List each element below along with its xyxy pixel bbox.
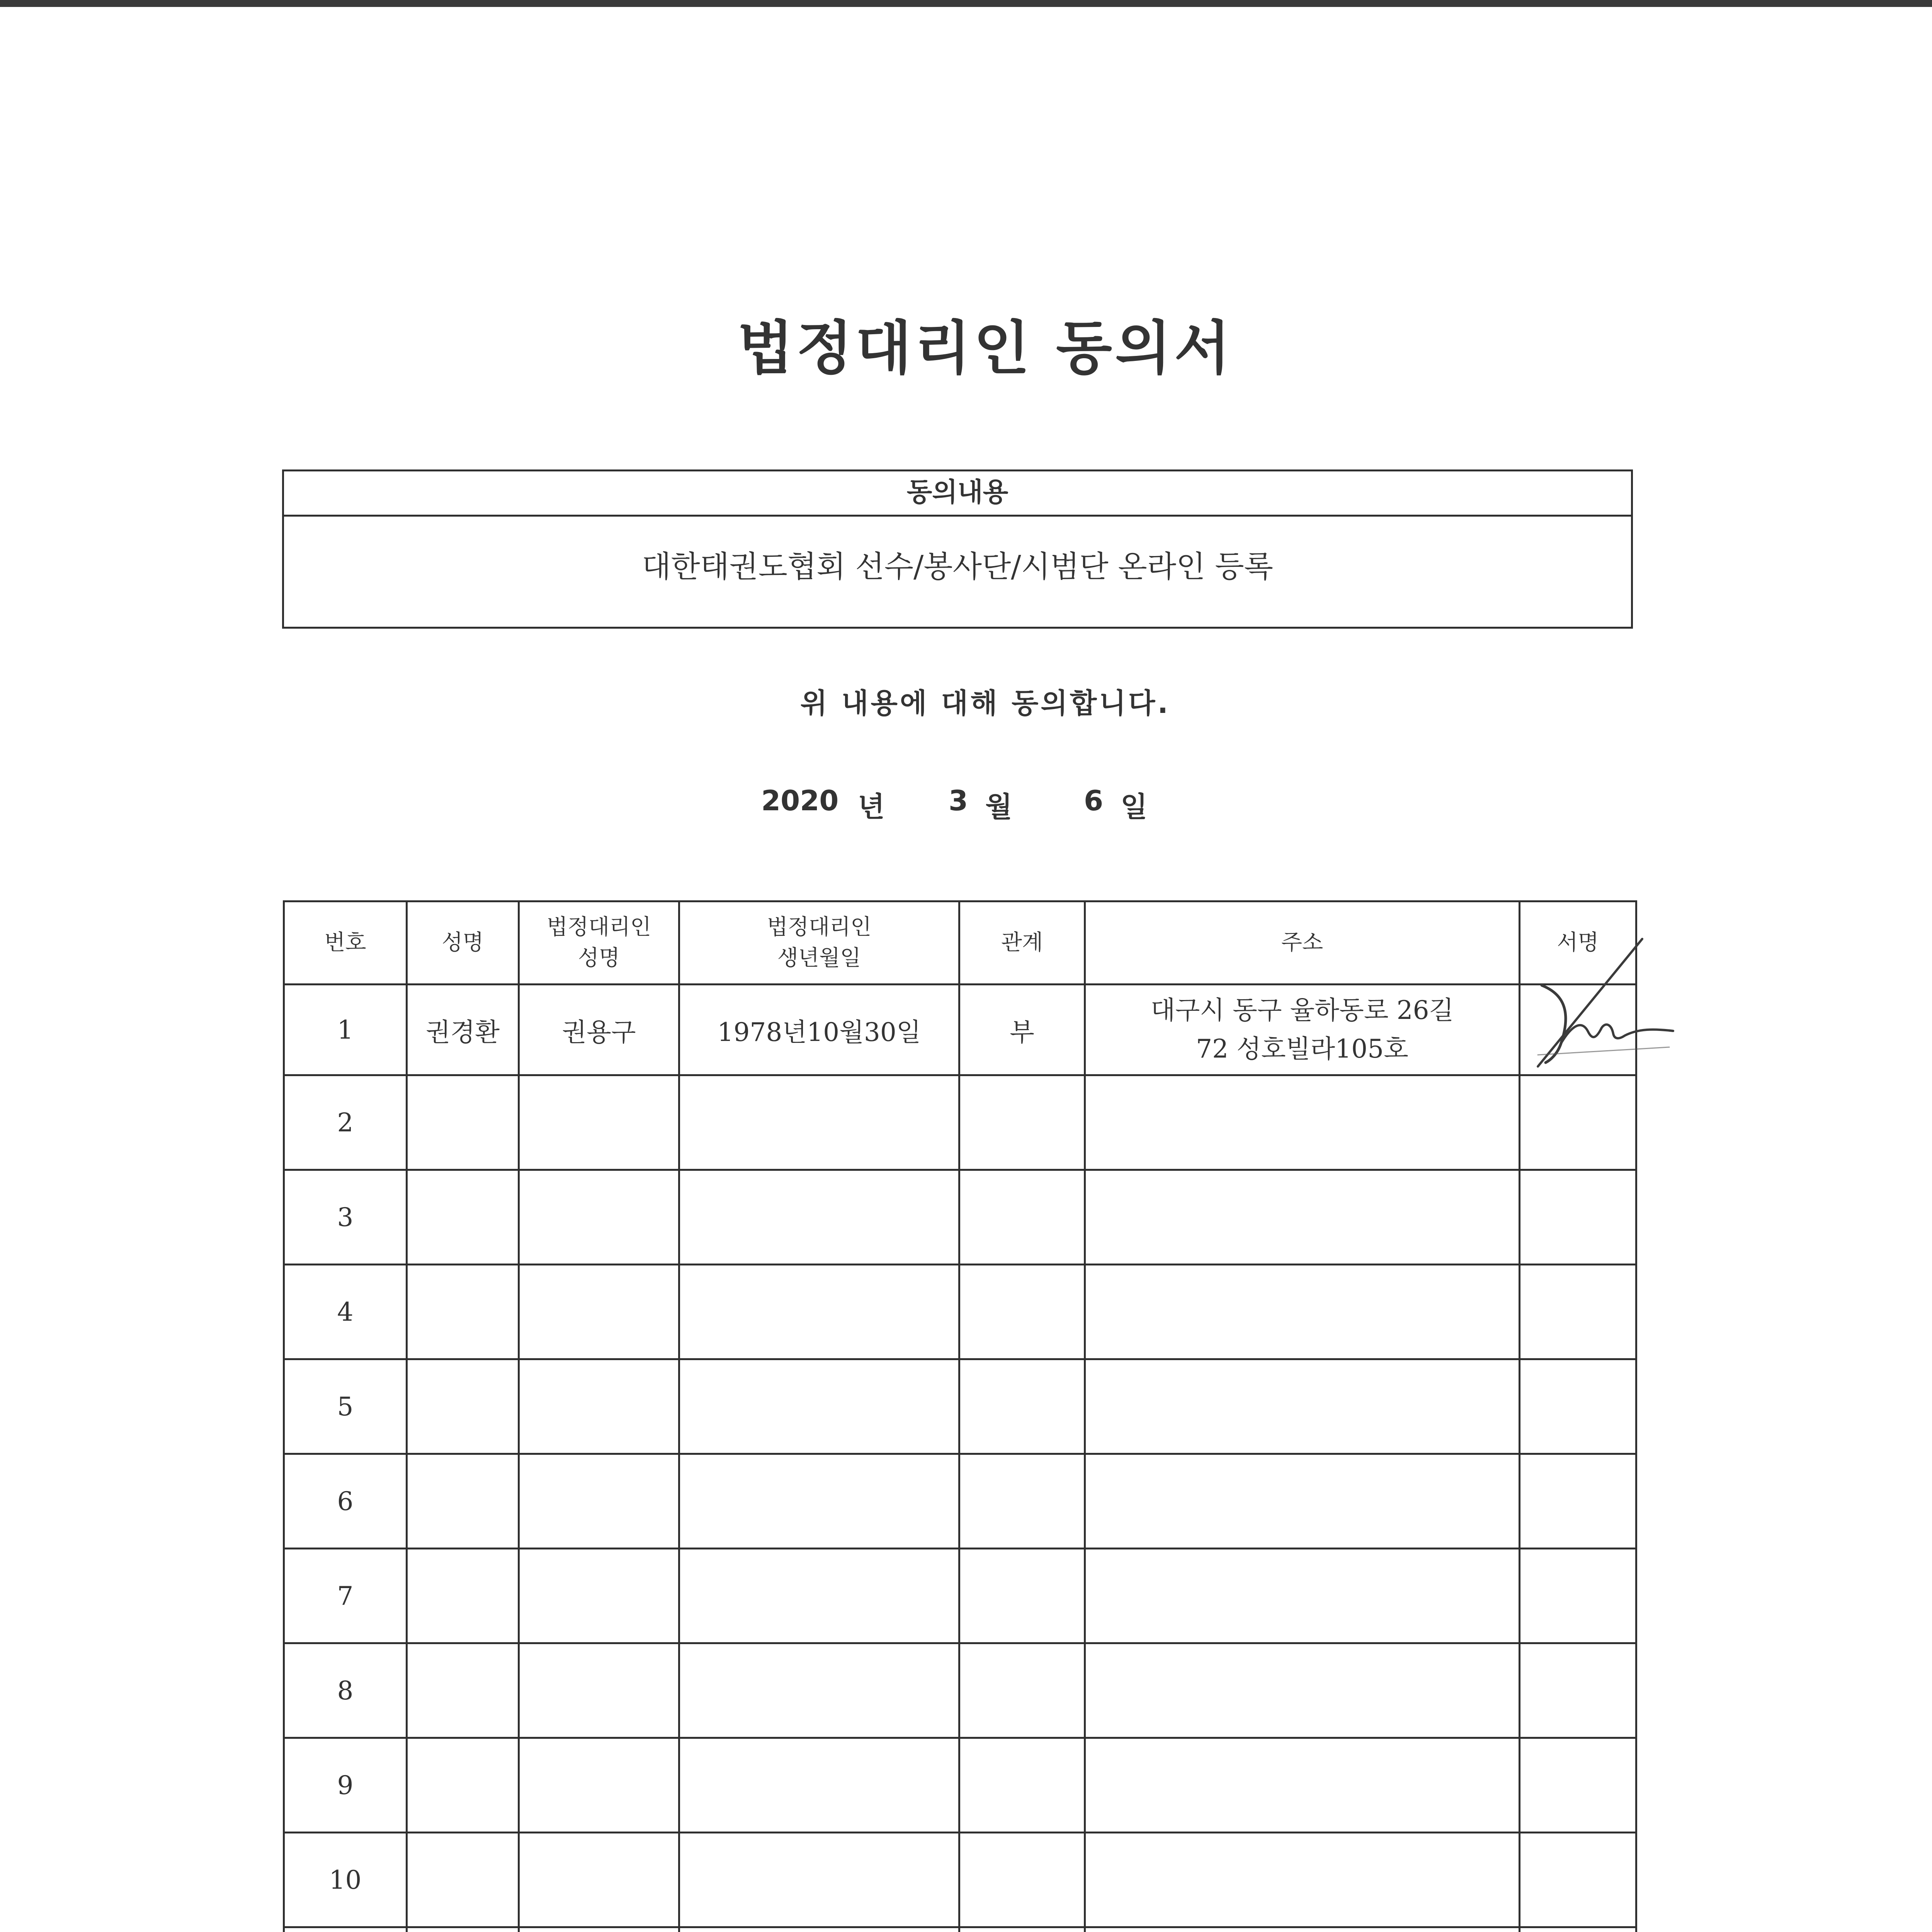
header-relation: 관계 xyxy=(959,901,1085,985)
row-relation xyxy=(959,1643,1085,1738)
row-number: 3 xyxy=(284,1170,407,1265)
row-name: 권경환 xyxy=(407,985,519,1075)
row-guardian-name xyxy=(519,1075,679,1170)
consent-box xyxy=(282,469,1633,629)
table-row xyxy=(284,1738,1636,1833)
row-relation xyxy=(959,1738,1085,1833)
row-address xyxy=(1085,1454,1520,1549)
row-address xyxy=(1085,1738,1520,1833)
row-name xyxy=(407,1454,519,1549)
header-guardian-name xyxy=(519,901,679,985)
row-number: 7 xyxy=(284,1549,407,1643)
row-number: 9 xyxy=(284,1738,407,1833)
row-guardian-name xyxy=(519,1265,679,1359)
row-relation xyxy=(959,1454,1085,1549)
table-row xyxy=(284,1927,1636,1932)
row-guardian-birth xyxy=(679,1075,959,1170)
row-relation: 부 xyxy=(959,985,1085,1075)
row-guardian-name xyxy=(519,1738,679,1833)
date-month-unit: 월 xyxy=(985,791,1012,823)
row-signature xyxy=(1520,1454,1636,1549)
header-guardian-birth-line1: 법정대리인 xyxy=(767,915,872,940)
row-name xyxy=(407,1927,519,1932)
row-address-line1: 대구시 동구 율하동로 26길 xyxy=(1150,995,1454,1025)
row-name xyxy=(407,1265,519,1359)
date-year-unit: 년 xyxy=(858,791,885,823)
table-row xyxy=(284,1643,1636,1738)
row-number: 8 xyxy=(284,1643,407,1738)
row-guardian-name xyxy=(519,1359,679,1454)
row-guardian-name xyxy=(519,1454,679,1549)
header-guardian-birth-line2: 생년월일 xyxy=(777,946,861,971)
row-guardian-birth xyxy=(679,1359,959,1454)
row-name xyxy=(407,1549,519,1643)
row-number xyxy=(284,1927,407,1932)
row-address xyxy=(1085,1833,1520,1927)
row-relation xyxy=(959,1265,1085,1359)
handwritten-signature xyxy=(1515,927,1677,1082)
header-guardian-name-line2: 성명 xyxy=(578,946,620,971)
row-guardian-birth xyxy=(679,1265,959,1359)
table-row xyxy=(284,1549,1636,1643)
row-guardian-birth xyxy=(679,1738,959,1833)
row-address xyxy=(1085,1927,1520,1932)
row-guardian-name xyxy=(519,1549,679,1643)
table-row xyxy=(284,1170,1636,1265)
row-address xyxy=(1085,1359,1520,1454)
row-guardian-name xyxy=(519,1833,679,1927)
table-header-row xyxy=(284,901,1636,985)
row-address xyxy=(1085,1170,1520,1265)
header-signature: 서명 xyxy=(1520,901,1636,985)
row-number: 6 xyxy=(284,1454,407,1549)
row-signature xyxy=(1520,1075,1636,1170)
row-signature xyxy=(1520,1549,1636,1643)
row-signature xyxy=(1520,1170,1636,1265)
row-guardian-birth xyxy=(679,1643,959,1738)
row-signature xyxy=(1520,1265,1636,1359)
row-relation xyxy=(959,1170,1085,1265)
row-relation xyxy=(959,1359,1085,1454)
table-row xyxy=(284,1454,1636,1549)
row-guardian-birth xyxy=(679,1549,959,1643)
table-row xyxy=(284,1359,1636,1454)
row-number: 2 xyxy=(284,1075,407,1170)
row-address xyxy=(1085,1549,1520,1643)
header-address: 주소 xyxy=(1085,901,1520,985)
row-guardian-birth xyxy=(679,1170,959,1265)
date-month: 3 xyxy=(949,784,968,817)
row-guardian-birth: 1978년10월30일 xyxy=(679,985,959,1075)
table-row xyxy=(284,1265,1636,1359)
row-guardian-birth xyxy=(679,1833,959,1927)
row-guardian-name xyxy=(519,1643,679,1738)
date-day: 6 xyxy=(1084,784,1104,817)
scan-top-edge xyxy=(0,0,1932,7)
row-name xyxy=(407,1075,519,1170)
row-signature xyxy=(1520,1359,1636,1454)
row-guardian-birth xyxy=(679,1454,959,1549)
row-relation xyxy=(959,1075,1085,1170)
header-guardian-name-line1: 법정대리인 xyxy=(546,915,651,940)
row-name xyxy=(407,1359,519,1454)
table-row xyxy=(284,1075,1636,1170)
row-name xyxy=(407,1833,519,1927)
row-name xyxy=(407,1170,519,1265)
row-number: 4 xyxy=(284,1265,407,1359)
row-signature xyxy=(1520,1738,1636,1833)
row-guardian-name: 권용구 xyxy=(519,985,679,1075)
row-signature xyxy=(1520,1927,1636,1932)
row-address xyxy=(1085,1265,1520,1359)
row-name xyxy=(407,1738,519,1833)
header-number: 번호 xyxy=(284,901,407,985)
row-guardian-birth xyxy=(679,1927,959,1932)
table-row xyxy=(284,985,1636,1075)
consent-header: 동의내용 xyxy=(284,471,1631,517)
date-day-unit: 일 xyxy=(1121,791,1148,823)
document-title: 법정대리인 동의서 xyxy=(737,315,1233,382)
row-guardian-name xyxy=(519,1170,679,1265)
date-year: 2020 xyxy=(761,784,839,817)
row-relation xyxy=(959,1549,1085,1643)
guardian-registration-table xyxy=(283,900,1637,1932)
consent-body: 대한태권도협회 선수/봉사단/시범단 온라인 등록 xyxy=(642,549,1273,584)
row-number: 5 xyxy=(284,1359,407,1454)
row-number: 10 xyxy=(284,1833,407,1927)
table-row xyxy=(284,1833,1636,1927)
row-name xyxy=(407,1643,519,1738)
row-address xyxy=(1085,985,1520,1075)
row-relation xyxy=(959,1833,1085,1927)
agreement-statement: 위 내용에 대해 동의합니다. xyxy=(800,687,1170,719)
row-address xyxy=(1085,1643,1520,1738)
row-address-line2: 72 성호빌라105호 xyxy=(1196,1034,1408,1064)
row-number: 1 xyxy=(284,985,407,1075)
header-name: 성명 xyxy=(407,901,519,985)
row-signature xyxy=(1520,1643,1636,1738)
row-relation xyxy=(959,1927,1085,1932)
row-guardian-name xyxy=(519,1927,679,1932)
row-address xyxy=(1085,1075,1520,1170)
header-guardian-birth xyxy=(679,901,959,985)
row-signature xyxy=(1520,1833,1636,1927)
